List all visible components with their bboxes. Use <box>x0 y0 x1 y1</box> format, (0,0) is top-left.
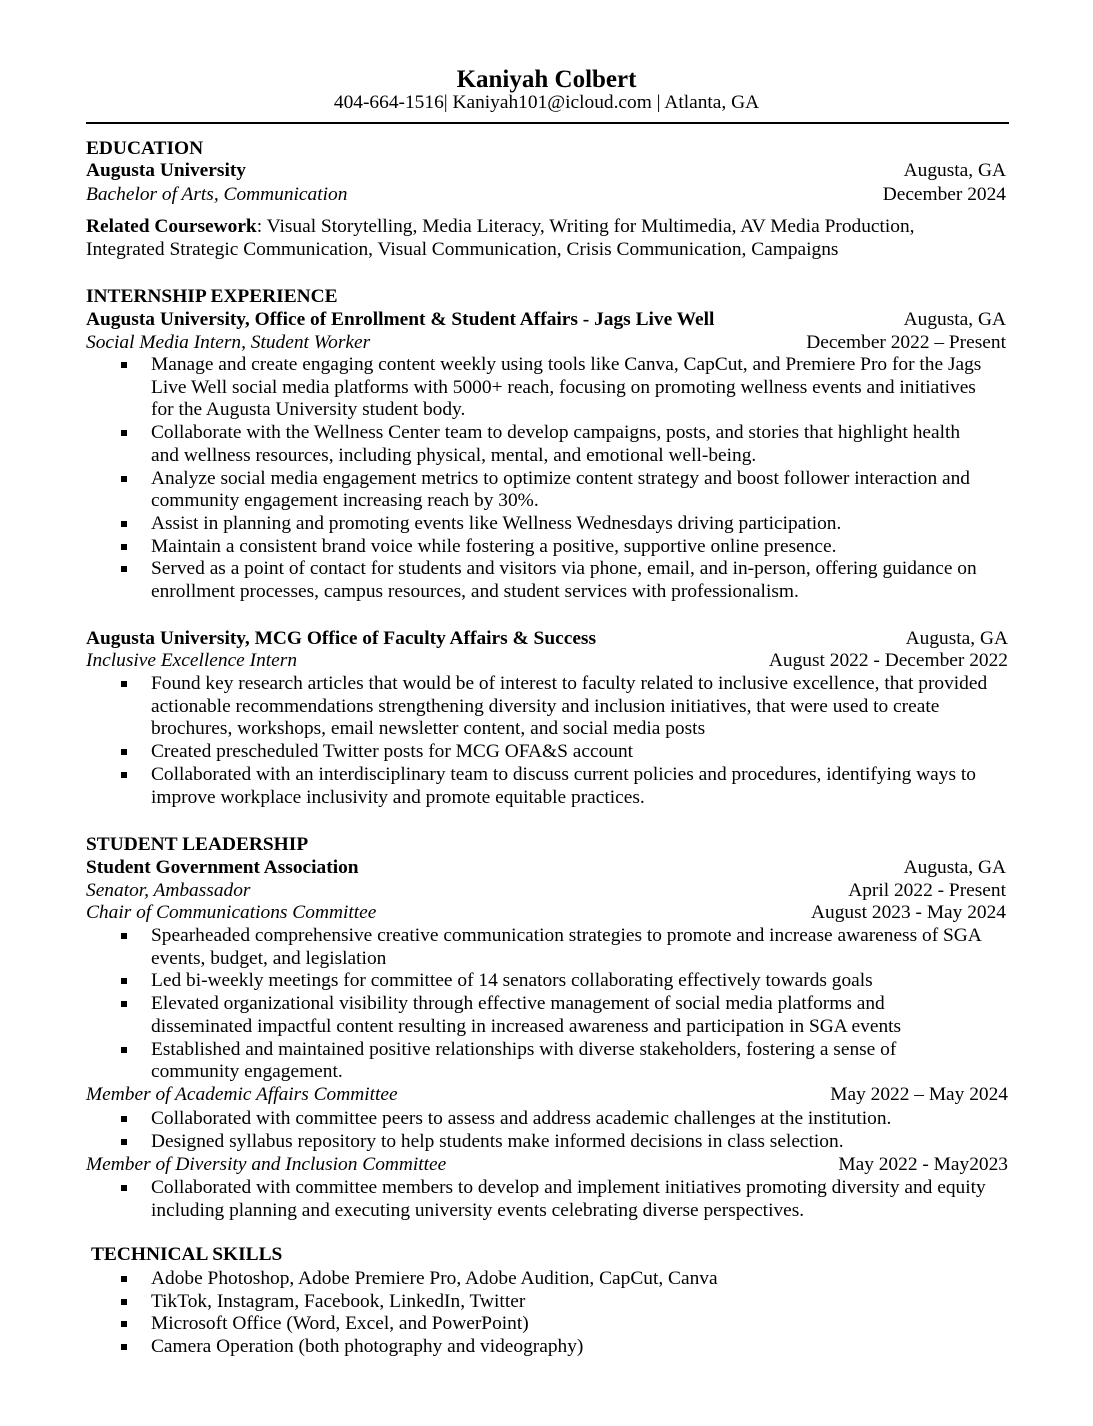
list-item <box>86 1108 1026 1131</box>
list-item <box>86 1131 1026 1154</box>
job-1-bullets <box>86 354 1026 604</box>
education-date: December 2024 <box>882 184 1006 205</box>
list-item <box>86 422 1026 467</box>
education-school-row <box>86 160 1006 183</box>
bullet-line: for the Augusta University student body. <box>151 399 466 421</box>
role-3-bullets <box>86 1108 1026 1153</box>
bullet-line: Designed syllabus repository to help students make informed decisions in class selection. <box>151 1130 844 1152</box>
bullet-line: Served as a point of contact for students and visitors via phone, email, and in-person, offering guidance on <box>151 558 977 580</box>
job-1-location: Augusta, GA <box>903 309 1006 330</box>
bullet-line: Collaborate with the Wellness Center team to develop campaigns, posts, and stories that highlight health <box>151 422 961 444</box>
list-item <box>86 1268 1026 1291</box>
bullet-line: improve workplace inclusivity and promote equitable practices. <box>151 786 645 808</box>
related-coursework <box>86 216 1016 261</box>
bullet-line: Assist in planning and promoting events like Wellness Wednesdays driving participation. <box>151 512 842 534</box>
role-2-bullets <box>86 925 1026 1084</box>
list-item <box>86 764 1026 809</box>
job-1-org: Augusta University, Office of Enrollment & Student Affairs - Jags Live Well <box>86 309 715 330</box>
contact-line: 404-664-1516| Kaniyah101@icloud.com | Atlanta, GA <box>333 92 760 113</box>
role-3-title: Member of Academic Affairs Committee <box>86 1084 398 1105</box>
bullet-line: Live Well social media platforms with 5000+ reach, focusing on promoting wellness events and initiatives <box>151 376 976 398</box>
candidate-name: Kaniyah Colbert <box>456 66 637 93</box>
job-2-title-row <box>86 650 1008 673</box>
list-item <box>86 993 1026 1038</box>
education-degree: Bachelor of Arts, Communication <box>86 184 348 205</box>
job-1-org-row <box>86 309 1006 332</box>
role-2-title: Chair of Communications Committee <box>86 902 377 923</box>
skill-item: Camera Operation (both photography and videography) <box>151 1336 584 1358</box>
list-item <box>86 513 1026 536</box>
leadership-location: Augusta, GA <box>903 857 1006 878</box>
bullet-line: Collaborated with committee members to develop and implement initiatives promoting diversity and equity <box>151 1177 986 1198</box>
bullet-line: Led bi-weekly meetings for committee of 14 senators collaborating effectively towards goals <box>151 970 873 992</box>
role-1-title: Senator, Ambassador <box>86 880 251 901</box>
list-item <box>86 925 1026 970</box>
bullet-line: and wellness resources, including physical, mental, and emotional well-being. <box>151 444 757 466</box>
job-1-date: December 2022 – Present <box>806 332 1006 353</box>
list-item <box>86 558 1026 603</box>
leadership-heading: STUDENT LEADERSHIP <box>86 834 309 855</box>
job-2-org: Augusta University, MCG Office of Faculty Affairs & Success <box>86 628 597 649</box>
list-item <box>86 1291 1026 1314</box>
bullet-line: community engagement increasing reach by 30%. <box>151 490 539 512</box>
job-1-title-row <box>86 332 1006 355</box>
job-2-bullets <box>86 673 1026 809</box>
bullet-line: Established and maintained positive relationships with diverse stakeholders, fostering a sense of <box>151 1038 897 1060</box>
bullet-line: including planning and executing university events celebrating diverse perspectives. <box>151 1199 805 1221</box>
list-item <box>86 536 1026 559</box>
role-1-date: April 2022 - Present <box>848 880 1006 901</box>
bullet-line: community engagement. <box>151 1061 343 1083</box>
coursework-label: Related Coursework <box>86 216 257 237</box>
role-3-row <box>86 1084 1008 1107</box>
bullet-line: Analyze social media engagement metrics to optimize content strategy and boost follower interaction and <box>151 467 970 489</box>
coursework-line-1: : Visual Storytelling, Media Literacy, Writing for Multimedia, AV Media Production, <box>256 216 915 237</box>
list-item <box>86 1177 1026 1222</box>
bullet-line: disseminated impactful content resulting in increased awareness and participation in SGA events <box>151 1015 902 1037</box>
list-item <box>86 1039 1026 1084</box>
bullet-line: Maintain a consistent brand voice while fostering a positive, supportive online presence. <box>151 535 837 557</box>
skills-heading: TECHNICAL SKILLS <box>91 1244 283 1265</box>
education-school: Augusta University <box>86 160 246 181</box>
list-item <box>86 741 1026 764</box>
list-item <box>86 1336 1026 1359</box>
bullet-line: events, budget, and legislation <box>151 947 387 969</box>
bullet-line: Manage and create engaging content weekly using tools like Canva, CapCut, and Premiere Pro for the Jags <box>151 354 982 375</box>
role-2-row <box>86 902 1006 925</box>
bullet-line: actionable recommendations strengthening diversity and inclusion initiatives, that were used to create <box>151 695 940 717</box>
list-item <box>86 970 1026 993</box>
bullet-line: Elevated organizational visibility through effective management of social media platforms and <box>151 993 885 1015</box>
role-4-bullets <box>86 1177 1026 1222</box>
skill-item: Microsoft Office (Word, Excel, and PowerPoint) <box>151 1313 529 1335</box>
skill-item: TikTok, Instagram, Facebook, LinkedIn, Twitter <box>151 1290 526 1312</box>
bullet-line: enrollment processes, campus resources, and student services with professionalism. <box>151 581 799 603</box>
bullet-line: brochures, workshops, email newsletter content, and social media posts <box>151 718 706 740</box>
job-2-title: Inclusive Excellence Intern <box>86 650 298 671</box>
role-4-date: May 2022 - May2023 <box>838 1154 1008 1175</box>
role-4-row <box>86 1154 1008 1177</box>
bullet-line: Created prescheduled Twitter posts for MCG OFA&S account <box>151 741 634 763</box>
skill-item: Adobe Photoshop, Adobe Premiere Pro, Adobe Audition, CapCut, Canva <box>151 1268 718 1289</box>
list-item <box>86 354 1026 422</box>
education-location: Augusta, GA <box>903 160 1006 181</box>
list-item <box>86 468 1026 513</box>
job-1-title: Social Media Intern, Student Worker <box>86 332 371 353</box>
leadership-org-row <box>86 857 1006 880</box>
list-item <box>86 1313 1026 1336</box>
role-3-date: May 2022 – May 2024 <box>830 1084 1008 1105</box>
job-2-location: Augusta, GA <box>905 628 1008 649</box>
header-divider <box>86 122 1009 124</box>
job-2-date: August 2022 - December 2022 <box>768 650 1008 671</box>
role-2-date: August 2023 - May 2024 <box>811 902 1006 923</box>
role-1-row <box>86 880 1006 903</box>
education-degree-row <box>86 184 1006 207</box>
education-heading: EDUCATION <box>86 138 204 159</box>
role-4-title: Member of Diversity and Inclusion Committee <box>86 1154 447 1175</box>
bullet-line: Found key research articles that would be of interest to faculty related to inclusive excellence, that provided <box>151 673 988 694</box>
list-item <box>86 673 1026 741</box>
leadership-org: Student Government Association <box>86 857 359 878</box>
bullet-line: Collaborated with an interdisciplinary team to discuss current policies and procedures, identifying ways to <box>151 763 976 785</box>
job-2-org-row <box>86 628 1008 651</box>
internship-heading: INTERNSHIP EXPERIENCE <box>86 286 338 307</box>
bullet-line: Spearheaded comprehensive creative communication strategies to promote and increase awareness of SGA <box>151 925 982 946</box>
coursework-line-2: Integrated Strategic Communication, Visual Communication, Crisis Communication, Campaigns <box>86 238 839 260</box>
bullet-line: Collaborated with committee peers to assess and address academic challenges at the institution. <box>151 1108 892 1129</box>
skills-list <box>86 1268 1026 1359</box>
